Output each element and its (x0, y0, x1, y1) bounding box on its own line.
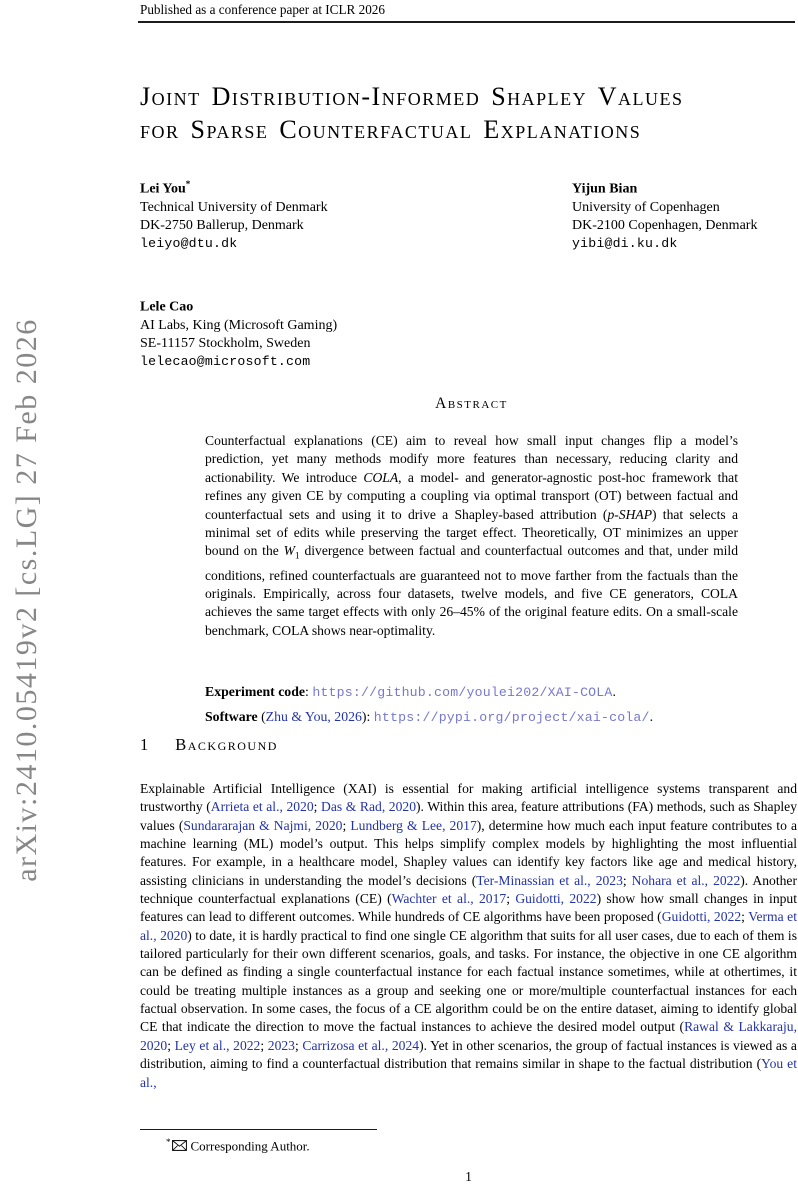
experiment-code-url[interactable]: https://github.com/youlei202/XAI-COLA (312, 685, 613, 700)
footnote (140, 1137, 310, 1154)
background-paragraph (140, 780, 797, 1092)
author-name-text: Lei You (140, 181, 186, 197)
author-affiliation: AI Labs, King (Microsoft Gaming) (140, 317, 338, 333)
text-segment: ) show how small changes in input features can lead to different outcomes. While hundreds of CE algorithms have been proposed ( (140, 891, 797, 925)
author-name (140, 175, 328, 199)
citation-link[interactable]: Verma et al., 2020 (140, 909, 797, 943)
author-affiliation: University of Copenhagen (572, 199, 720, 215)
text-segment: ) that selects a minimal set of edits while preserving the target effect. Theoretically, OT minimizes an upper bound on the (205, 506, 738, 559)
citation-link[interactable]: Guidotti, 2022 (515, 891, 597, 907)
text-segment: ; (313, 799, 322, 815)
text-segment: ): (361, 709, 374, 724)
text-segment: ; (294, 1037, 303, 1053)
citation-zhu-you-2026[interactable]: Zhu & You, 2026 (265, 709, 362, 724)
citation-link[interactable]: Das & Rad, 2020 (321, 799, 416, 815)
arxiv-watermark: arXiv:2410.05419v2 [cs.LG] 27 Feb 2026 (10, 318, 43, 882)
text-segment: ; (506, 891, 516, 907)
author-name-text: Yijun Bian (572, 181, 638, 197)
page-number: 1 (465, 1169, 472, 1184)
citation-link[interactable]: Lundberg & Lee, 2017 (350, 817, 477, 833)
text-segment: ; (741, 909, 749, 925)
text-segment: ). Another technique counterfactual explanations (CE) ( (140, 872, 797, 907)
citation-link[interactable]: Ter-Minassian et al., 2023 (476, 872, 623, 888)
author-email: yibi@di.ku.dk (572, 236, 678, 252)
text-segment: COLA (363, 469, 399, 485)
author-address: SE-11157 Stockholm, Sweden (140, 336, 311, 352)
author-address: DK-2750 Ballerup, Denmark (140, 218, 304, 234)
text-segment: . (612, 684, 616, 699)
author-address: DK-2100 Copenhagen, Denmark (572, 218, 758, 234)
abstract-heading: Abstract (435, 395, 508, 412)
header-note: Published as a conference paper at ICLR 2026 (140, 2, 385, 17)
abstract-paragraph (205, 432, 738, 640)
author-name (572, 175, 757, 199)
section-heading (140, 735, 278, 755)
text-segment: Explainable Artificial Intelligence (XAI) is essential for making artificial intelligence systems transparent and trustworthy ( (140, 781, 797, 815)
citation-link[interactable]: Guidotti, 2022 (661, 909, 742, 925)
author-block-lei-you (140, 175, 328, 253)
footnote-text: Corresponding Author. (190, 1138, 310, 1154)
experiment-code-line (205, 684, 765, 700)
header-rule (138, 21, 795, 23)
author-name-text: Lele Cao (140, 299, 194, 315)
software-url[interactable]: https://pypi.org/project/xai-cola/ (373, 710, 650, 725)
section-number: 1 (140, 735, 149, 754)
title-line-2: for Sparse Counterfactual Explanations (140, 115, 642, 144)
envelope-icon (172, 1140, 187, 1151)
text-segment: ; (342, 817, 351, 833)
text-segment: Experiment code (205, 684, 306, 699)
footnote-rule (140, 1129, 377, 1130)
author-thanks-mark: * (185, 179, 191, 189)
section-title: Background (175, 735, 278, 754)
citation-link[interactable]: Arrieta et al., 2020 (210, 799, 314, 815)
citation-link[interactable]: 2023 (267, 1037, 295, 1053)
text-segment: , a model- and generator-agnostic post-hoc framework that refines any given CE by computing a coupling via optimal transport (OT) between factual and counterfactual sets and using it to drive a Shapley-based attribution ( (205, 469, 738, 522)
text-segment: ; (167, 1037, 175, 1053)
citation-link[interactable]: Ley et al., 2022 (174, 1037, 261, 1053)
text-segment: ). Within this area, feature attributions (FA) methods, such as Shapley values ( (140, 799, 797, 833)
text-segment: ) to date, it is hardly practical to find one single CE algorithm that suits for all user cases, due to each of them is tailored particularly for their own different scenarios, goals, and tasks. For instance, the objective in one CE algorithm can be defined as finding a single counterfactual instance for each factual instance sometimes, while at othertimes, it could be treating multiple instances as a group and seeking one or more/multiple counterfactual instances for each factual observation. In some cases, the focus of a CE algorithm could be on the entire dataset, aiming to identify global CE that indicate the direction to move the factual instances to achieve the desired model output ( (140, 927, 797, 1035)
text-segment: Software (205, 709, 258, 724)
text-segment: ; (622, 872, 632, 888)
software-line (205, 709, 765, 725)
text-segment: ). Yet in other scenarios, the group of factual instances is viewed as a distribution, aiming to find a counterfactual distribution that remains similar in shape to the factual distribution ( (140, 1037, 797, 1072)
text-segment: ), determine how much each input feature contributes to a machine learning (ML) model’s output. This helps simplify complex models by highlighting the most influential features. For example, in a healthcare model, Shapley values can identify key factors like age and medical history, assisting clinicians in understanding the model’s decisions ( (140, 817, 797, 888)
author-email: leiyo@dtu.dk (140, 236, 238, 252)
citation-link[interactable]: You et al., (140, 1056, 797, 1090)
text-segment: Counterfactual explanations (CE) aim to reveal how small input changes flip a model’s prediction, yet many methods modify more features than necessary, reducing clarity and actionability. We introduce (205, 433, 738, 485)
author-affiliation: Technical University of Denmark (140, 199, 328, 215)
text-segment: ; (260, 1037, 268, 1053)
author-block-yijun-bian (572, 175, 757, 253)
text-segment: : (305, 684, 313, 699)
citation-link[interactable]: Nohara et al., 2022 (631, 872, 741, 888)
text-segment: 1 (294, 552, 300, 563)
footnote-mark: * (166, 1137, 171, 1147)
author-name (140, 293, 337, 317)
citation-link[interactable]: Rawal & Lakkaraju, 2020 (140, 1019, 797, 1053)
title-line-1: Joint Distribution-Informed Shapley Values (140, 82, 684, 111)
text-segment: ( (257, 709, 266, 724)
author-email: lelecao@microsoft.com (140, 354, 311, 370)
text-segment: divergence between factual and counterfactual outcomes and that, under mild conditions, refined counterfactuals are guaranteed not to move farther from the factuals than the originals. Empirically, across four datasets, twelve models, and five CE generators, COLA achieves the same target effects with only 26–45% of the original feature edits. On a small-scale benchmark, COLA shows near-optimality. (205, 543, 738, 638)
citation-link[interactable]: Carrizosa et al., 2024 (302, 1037, 420, 1053)
text-segment: p-SHAP (607, 506, 652, 522)
text-segment: W (283, 543, 295, 559)
citation-link[interactable]: Wachter et al., 2017 (391, 891, 507, 907)
text-segment: . (649, 709, 654, 724)
paper-title (140, 80, 797, 146)
citation-link[interactable]: Sundararajan & Najmi, 2020 (183, 817, 343, 833)
author-block-lele-cao (140, 293, 337, 371)
